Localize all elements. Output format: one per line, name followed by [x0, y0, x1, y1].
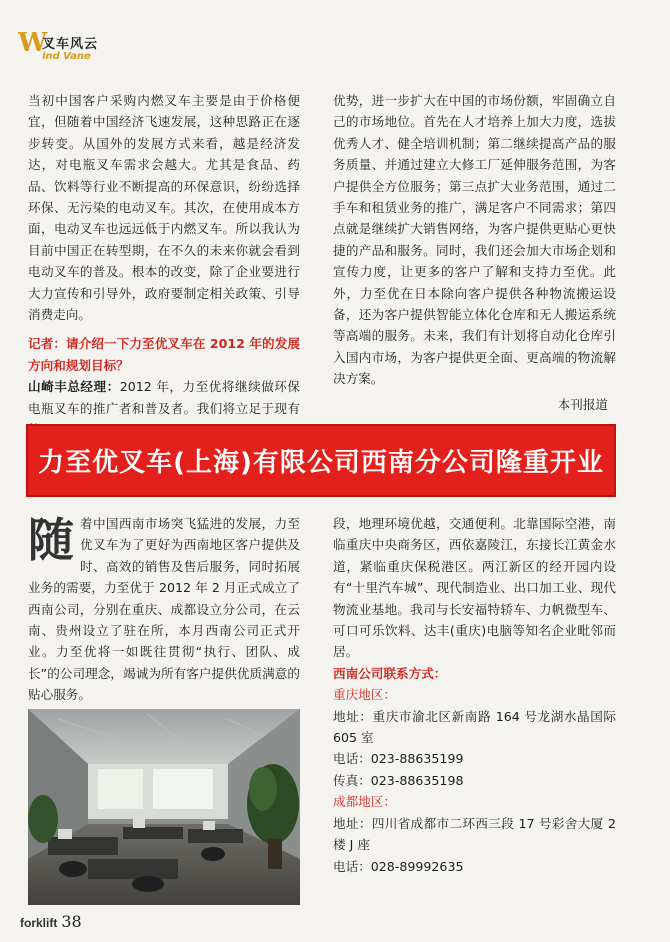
office-photo [28, 709, 300, 905]
article-column-right [333, 513, 616, 877]
interview-paragraph-continued: 优势，进一步扩大在中国的市场份额，牢固确立自己的市场地位。首先在人才培养上加大力度，选拔优秀人才、健全培训机制；第二继续提高产品的服务质量、并通过建立大修工厂延伸服务范围，为客户提供全方位服务；第三点扩大业务范围，通过二手车和租赁业务的推广，满足客户不同需求；第四点就是继续扩大销售网络，为客户提供更贴心更快捷的产品和服务。同时，我们还会加大市场企划和宣传力度，让更多的客户了解和支持力至优。此外，力至优在日本除向客户提供各种物流搬运设备，还为客户提供智能立体化仓库和无人搬运系统等高端的服务。未来，我们有计划将自动化仓库引入国内市场，为客户提供更全面、更高端的物流解决方案。 [333, 93, 616, 387]
region-chengdu: 成都地区： [333, 794, 396, 810]
region-chongqing: 重庆地区： [333, 687, 396, 703]
byline: 本刊报道 [557, 396, 608, 412]
interview-paragraph: 当初中国客户采购内燃叉车主要是由于价格便宜，但随着中国经济飞速发展，这种思路正在逐步转变。从国外的发展方式来看，越是经济发达，对电瓶叉车需求会越大。尤其是食品、药品、饮料等行业不断提高的环保意识，纷纷选择环保、无污染的电动叉车。其次，在使用成本方面，电动叉车也远远低于内燃叉车。所以我认为目前中国正在转型期，在不久的未来你就会看到电动叉车的普及。根本的改变，除了企业要进行大力宣传和引导外，政府要制定相关政策、引导消费走向。 [28, 93, 300, 323]
article-title-banner [26, 424, 616, 497]
article-lead-paragraph [28, 513, 300, 706]
interview-column-left [28, 90, 300, 441]
page-footer [20, 912, 82, 931]
article-paragraph-location: 段，地理环境优越，交通便利。北靠国际空港，南临重庆中央商务区，西依嘉陵江，东接长江黄金水道，紧临重庆保税港区。两江新区的经开园内设有“十里汽车城”、现代制造业、出口加工业、现代物流业基地。我司与长安福特轿车、力帆微型车、可口可乐饮料、达丰(重庆)电脑等知名企业毗邻而居。 [333, 516, 616, 660]
logo-letter: W [18, 28, 48, 58]
contact-heading: 西南公司联系方式： [333, 665, 447, 681]
logo-english-title: ind Vane [42, 51, 91, 62]
office-interior-photo [28, 709, 300, 905]
chengdu-phone: 电话：028-89992635 [333, 858, 464, 874]
section-logo [18, 30, 128, 66]
footer-brand: forklift [20, 916, 58, 930]
article-title: 力至优叉车(上海)有限公司西南分公司隆重开业 [38, 448, 604, 478]
interview-question: 记者：请介绍一下力至优叉车在 2012 年的发展方向和规划目标？ [28, 336, 300, 373]
lead-text: 着中国西南市场突飞猛进的发展，力至优叉车为了更好为西南地区客户提供及时、高效的销售及售后服务，同时拓展业务的需要，力至优于 2012 年 2 月正式成立了西南公司，分别在重庆、成都设立分公司，在云南、贵州设立了驻在所，本月西南公司正式开业。力至优将一如既往贯彻“执行、团队、成长”的公司理念，竭诚为所有客户提供优质满意的贴心服务。 [28, 516, 300, 703]
answer-text: 2012 年，力至优将继续做环保电瓶叉车的推广者和普及者。我们将立足于现有 [28, 379, 301, 416]
drop-cap: 随 [28, 513, 74, 567]
chongqing-phone: 电话：023-88635199 [333, 751, 464, 767]
article-column-left [28, 513, 300, 727]
chengdu-address: 地址：四川省成都市二环西三段 17 号彩舍大厦 2 楼 J 座 [333, 815, 616, 853]
chongqing-address: 地址：重庆市渝北区新南路 164 号龙湖水晶国际 605 室 [333, 708, 616, 746]
logo-chinese-title: 叉车风云 [42, 37, 99, 52]
interview-column-right [333, 90, 616, 415]
answer-speaker: 山崎丰总经理： [28, 379, 120, 395]
page-number: 38 [61, 912, 82, 931]
chongqing-fax: 传真：023-88635198 [333, 772, 464, 788]
